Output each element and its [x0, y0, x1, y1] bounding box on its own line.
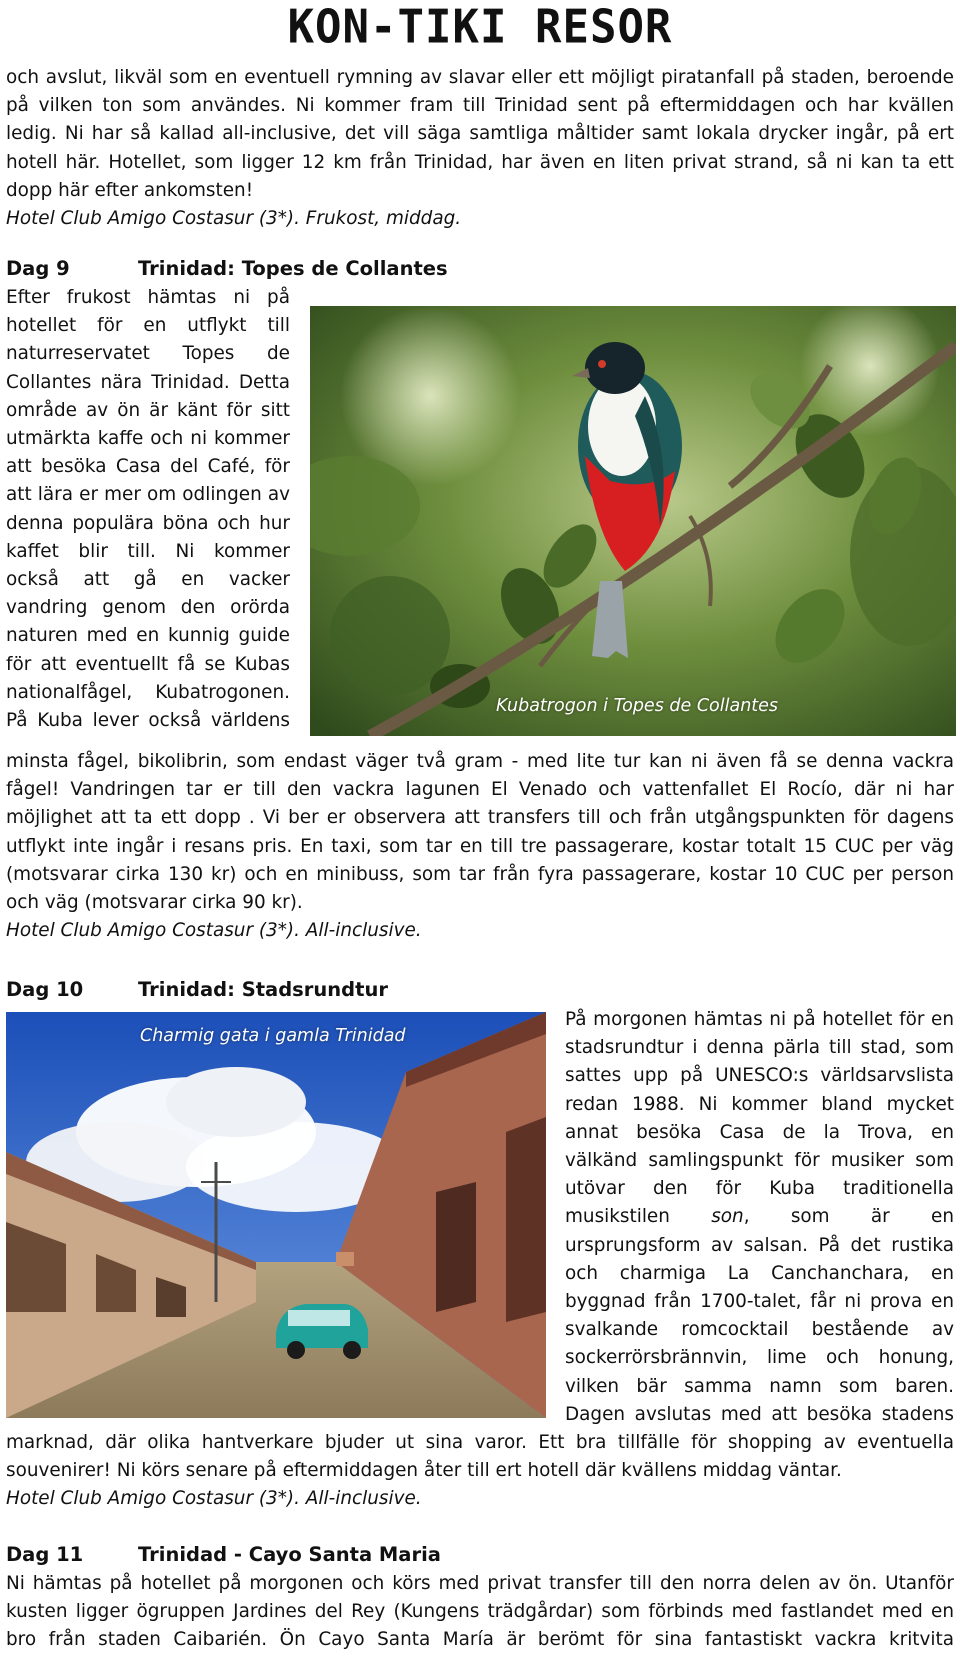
photo-caption: Kubatrogon i Topes de Collantes — [496, 696, 779, 716]
text-line: hotell här. Hotellet, som ligger 12 km från Trinidad, har även en liten privat strand, så ni kan ta ett — [6, 151, 954, 173]
text-line: möjlighet att ta ett dopp . Vi ber er observera att transfers till och från utgångspunkten för dagens — [6, 807, 954, 829]
text-line: välkänd samlingspunkt för musiker som — [565, 1150, 954, 1172]
text-line: sattes upp på UNESCO:s världsarvslista — [565, 1065, 954, 1087]
text-line: vilken bär samma namn som baren. — [565, 1375, 954, 1397]
text-line: på vilken ton som användes. Ni kommer fram till Trinidad sent på eftermiddagen och har kvällen — [6, 95, 954, 117]
text-line: sockerrörsbrännvin, lime och honung, — [565, 1347, 954, 1369]
text-line: Dagen avslutas med att besöka stadens — [565, 1403, 954, 1425]
brand-logo: KON-TIKI RESOR — [287, 0, 673, 55]
text-line: redan 1988. Ni kommer bland mycket — [565, 1093, 954, 1115]
text-line: ursprungsform av salsan. På det rustika — [565, 1234, 954, 1256]
text-line: och charmiga La Canchanchara, en — [565, 1262, 954, 1284]
text-line: annat besöka Casa de la Trova, en — [565, 1121, 954, 1143]
day10-paragraph-continued — [6, 1429, 954, 1514]
photo-caption: Charmig gata i gamla Trinidad — [140, 1026, 406, 1046]
day10-label: Dag 10 — [6, 978, 84, 1001]
text-line: att besöka Casa del Café, för — [6, 456, 290, 478]
text-line: Efter frukost hämtas ni på — [6, 287, 290, 308]
text-line: naturen med en kunnig guide — [6, 625, 290, 647]
text-line: Collantes nära Trinidad. Detta — [6, 371, 290, 393]
text-line: fågel! Vandringen tar er till den vackra lagunen El Venado och vattenfallet El Rocío, där ni har — [6, 779, 954, 801]
text-line: stadsrundtur i denna pärla till stad, som — [565, 1037, 954, 1059]
text-line: för att eventuellt få se Kubas — [6, 653, 290, 675]
day9-label: Dag 9 — [6, 257, 70, 280]
text-line: minsta fågel, bikolibrin, som endast väger två gram - med lite tur kan ni även få se denna vackra — [6, 751, 954, 772]
day9-title: Trinidad: Topes de Collantes — [138, 257, 448, 280]
trogon-bird-photo — [310, 306, 956, 736]
hotel-info: Hotel Club Amigo Costasur (3*). All-inclusive. — [6, 1488, 422, 1510]
text-line: utövar den för Kuba traditionella — [565, 1178, 954, 1200]
intro-paragraph — [6, 64, 954, 233]
street-photo — [6, 1012, 546, 1418]
text-line: svalkande romcocktail bestående av — [565, 1319, 954, 1341]
text-line: nationalfågel, Kubatrogonen. — [6, 681, 290, 703]
text-line: ledig. Ni har så kallad all-inclusive, det vill säga samtliga måltider samt lokala drycker ingår, på ert — [6, 123, 954, 145]
text-line: också att gå en vacker — [6, 569, 290, 591]
text-line: souvenirer! Ni körs senare på eftermiddagen åter till ert hotell där kvällens middag väntar. — [6, 1460, 842, 1482]
hotel-info: Hotel Club Amigo Costasur (3*). Frukost, middag. — [6, 208, 462, 230]
day11-paragraph — [6, 1570, 954, 1655]
text-line: hotellet för en utflykt till — [6, 315, 290, 337]
text-line: område av ön är känt för sitt — [6, 399, 290, 421]
day11-title: Trinidad - Cayo Santa Maria — [138, 1543, 441, 1566]
text-line: (motsvarar cirka 130 kr) och en minibuss, som tar från fyra passagerare, kostar 10 CUC per person — [6, 863, 954, 885]
text-line: musikstilen son, som är en — [565, 1206, 954, 1228]
italic-word: son — [711, 1206, 744, 1228]
hotel-info: Hotel Club Amigo Costasur (3*). All-inclusive. — [6, 920, 422, 942]
text-line: bro från staden Caibarién. Ön Cayo Santa María är berömt för sina fantastiskt vackra kritvita — [6, 1629, 954, 1651]
text-line: Ni hämtas på hotellet på morgonen och körs med privat transfer till den norra delen av ön. Utanför — [6, 1573, 954, 1594]
text-line: naturreservatet Topes de — [6, 343, 290, 365]
day10-title: Trinidad: Stadsrundtur — [138, 978, 388, 1001]
text-line: marknad, där olika hantverkare bjuder ut sina varor. Ett bra tillfälle för shopping av eventuella — [6, 1432, 954, 1453]
text-line: dopp här efter ankomsten! — [6, 179, 254, 201]
text-line: byggnad från 1700-talet, får ni prova en — [565, 1291, 954, 1313]
day10-right-column — [565, 1006, 954, 1429]
text-line: och avslut, likväl som en eventuell rymning av slavar eller ett möjligt piratanfall på staden, beroende — [6, 67, 954, 88]
text-line: denna populära böna och hur — [6, 512, 290, 534]
text-line: och väg (motsvarar cirka 90 kr). — [6, 892, 303, 914]
text-line: kusten ligger ögruppen Jardines del Rey (Kungens trädgårdar) som förbinds med fastlandet med en — [6, 1601, 954, 1623]
text-line: utflykt inte ingår i resans pris. En taxi, som tar en till tre passagerare, kostar totalt 15 CUC per väg — [6, 835, 954, 857]
text-line: På morgonen hämtas ni på hotellet för en — [565, 1009, 954, 1030]
text-line: utmärkta kaffe och ni kommer — [6, 428, 290, 450]
day9-paragraph-continued — [6, 748, 954, 945]
day11-label: Dag 11 — [6, 1543, 84, 1566]
text-line: kaffet blir till. Ni kommer — [6, 540, 290, 562]
text-line: vandring genom den orörda — [6, 597, 290, 619]
text-line: att lära er mer om odlingen av — [6, 484, 290, 506]
day9-left-column — [6, 284, 290, 735]
text-line: På Kuba lever också världens — [6, 710, 290, 732]
